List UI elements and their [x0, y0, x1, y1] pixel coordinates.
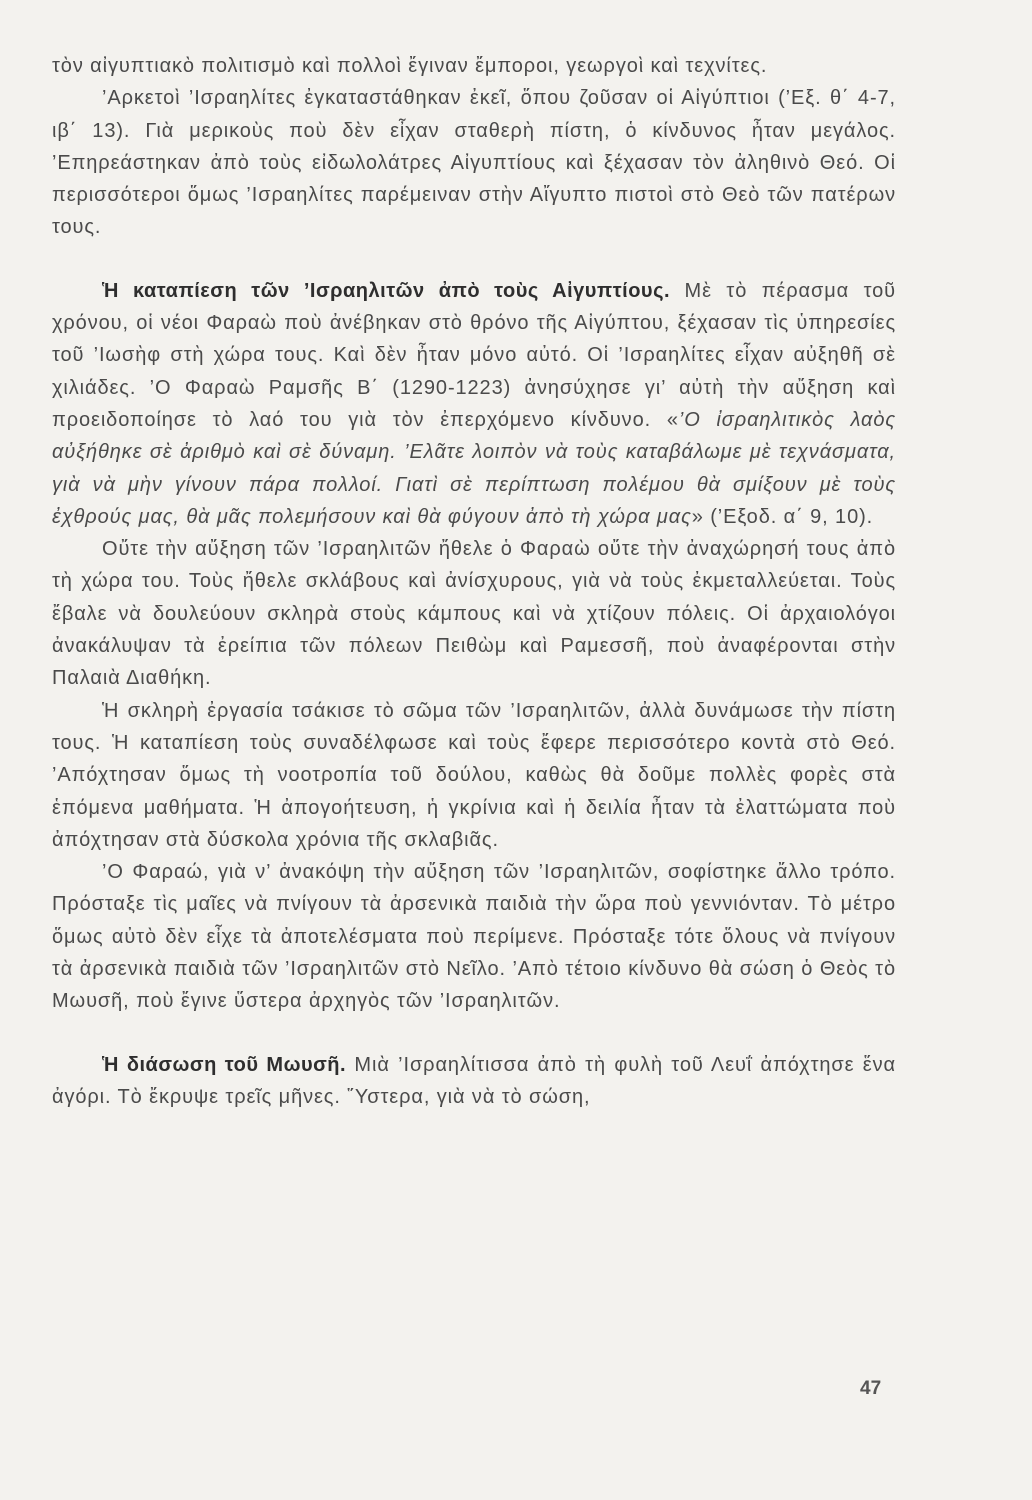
page-body [52, 50, 896, 1113]
pharaoh-quote: ’Ο ἰσραηλιτικὸς λαὸς αὐξήθηκε σὲ ἀριθμὸ καὶ σὲ δύναμη. ’Ελᾶτε λοιπὸν νὰ τοὺς καταβάλωμε μὲ τεχνάσματα, γιὰ νὰ μὴν γίνουν πάρα πολλοί. Γιατὶ σὲ περίπτωση πολέμου θὰ σμίξουν μὲ τοὺς ἐχθρούς μας, θὰ μᾶς πολεμήσουν καὶ θὰ φύγουν ἀπὸ τὴ χώρα μας [52, 408, 896, 528]
paragraph-forced-labor: Οὔτε τὴν αὔξηση τῶν ’Ισραηλιτῶν ἤθελε ὁ Φαραὼ οὔτε τὴν ἀναχώρησή τους ἀπὸ τὴ χώρα του. Τοὺς ἤθελε σκλάβους καὶ ἀνίσχυρους, γιὰ νὰ τοὺς ἐκμεταλλεύεται. Τοὺς ἔβαλε νὰ δουλεύουν σκληρὰ στοὺς κάμπους καὶ νὰ χτίζουν πόλεις. Οἱ ἀρχαιολόγοι ἀνακάλυψαν τὰ ἐρείπια τῶν πόλεων Πειθὼμ καὶ Ραμεσσῆ, ποὺ ἀναφέρονται στὴν Παλαιὰ Διαθήκη. [52, 538, 896, 690]
section-heading-oppression: Ἡ καταπίεση τῶν ’Ισραηλιτῶν ἀπὸ τοὺς Αἰγυπτίους. [102, 279, 671, 302]
paragraph-continuation: τὸν αἰγυπτιακὸ πολιτισμὸ καὶ πολλοὶ ἔγιναν ἔμποροι, γεωργοὶ καὶ τεχνίτες. [52, 55, 768, 77]
paragraph-oppression-text: Μὲ τὸ πέρασμα τοῦ χρόνου, οἱ νέοι Φαραὼ ποὺ ἀνέβηκαν στὸ θρόνο τῆς Αἰγύπτου, ξέχασαν τὶς ὑπηρεσίες τοῦ ’Ιωσὴφ στὴ χώρα τους. Καὶ δὲν ἦταν μόνο αὐτό. Οἱ ’Ισραηλίτες εἶχαν αὐξηθῆ σὲ χιλιάδες. ’Ο Φαραὼ Ραμσῆς Β΄ (1290-1223) ἀνησύχησε γι’ αὐτὴ τὴν αὔξηση καὶ προειδοποίησε τὸ λαό του γιὰ τὸν ἐπερχόμενο κίνδυνο. « [52, 279, 896, 431]
paragraph-oppression [52, 275, 896, 533]
paragraph-moses-text: Μιὰ ’Ισραηλίτισσα ἀπὸ τὴ φυλὴ τοῦ Λευΐ ἀπόχτησε ἕνα ἀγόρι. Τὸ ἔκρυψε τρεῖς μῆνες. ῞Υστερα, γιὰ νὰ τὸ σώση, [52, 1053, 896, 1108]
paragraph-moses-rescue [52, 1049, 896, 1114]
paragraph-israelites-settled: ’Αρκετοὶ ’Ισραηλίτες ἐγκαταστάθηκαν ἐκεῖ, ὅπου ζοῦσαν οἱ Αἰγύπτιοι (’Εξ. θ΄ 4-7, ιβ΄ 13). Γιὰ μερικοὺς ποὺ δὲν εἶχαν σταθερὴ πίστη, ὁ κίνδυνος ἦταν μεγάλος. ’Επηρεάστηκαν ἀπὸ τοὺς εἰδωλολάτρες Αἰγυπτίους καὶ ξέχασαν τὸν ἀληθινὸ Θεό. Οἱ περισσότεροι ὅμως ’Ισραηλίτες παρέμειναν στὴν Αἴγυπτο πιστοὶ στὸ Θεὸ τῶν πατέρων τους. [52, 87, 896, 239]
paragraph-pharaoh-decree: ’Ο Φαραώ, γιὰ ν’ ἀνακόψη τὴν αὔξηση τῶν ’Ισραηλιτῶν, σοφίστηκε ἄλλο τρόπο. Πρόσταξε τὶς μαῖες νὰ πνίγουν τὰ ἀρσενικὰ παιδιὰ τὴν ὥρα ποὺ γεννιόνταν. Τὸ μέτρο ὅμως αὐτὸ δὲν εἶχε τὰ ἀποτελέσματα ποὺ περίμενε. Πρόσταξε τότε ὅλους νὰ πνίγουν τὰ ἀρσενικὰ παιδιὰ τῶν ’Ισραηλιτῶν στὸ Νεῖλο. ’Απὸ τέτοιο κίνδυνο θὰ σώση ὁ Θεὸς τὸ Μωυσῆ, ποὺ ἔγινε ὕστερα ἀρχηγὸς τῶν ’Ισραηλιτῶν. [52, 861, 896, 1013]
paragraph-hard-work: Ἡ σκληρὴ ἐργασία τσάκισε τὸ σῶμα τῶν ’Ισραηλιτῶν, ἀλλὰ δυνάμωσε τὴν πίστη τους. Ἡ καταπίεση τοὺς συναδέλφωσε καὶ τοὺς ἔφερε περισσότερο κοντὰ στὸ Θεό. ’Απόχτησαν ὅμως τὴ νοοτροπία τοῦ δούλου, καθὼς θὰ δοῦμε πολλὲς φορὲς στὰ ἑπόμενα μαθήματα. Ἡ ἀπογοήτευση, ἡ γκρίνια καὶ ἡ δειλία ἦταν τὰ ἐλαττώματα ποὺ ἀπόχτησαν στὰ δύσκολα χρόνια τῆς σκλαβιᾶς. [52, 699, 896, 851]
page-number: 47 [860, 1378, 882, 1399]
quote-reference: » (’Εξοδ. α΄ 9, 10). [691, 505, 874, 528]
section-heading-moses: Ἡ διάσωση τοῦ Μωυσῆ. [102, 1053, 347, 1076]
